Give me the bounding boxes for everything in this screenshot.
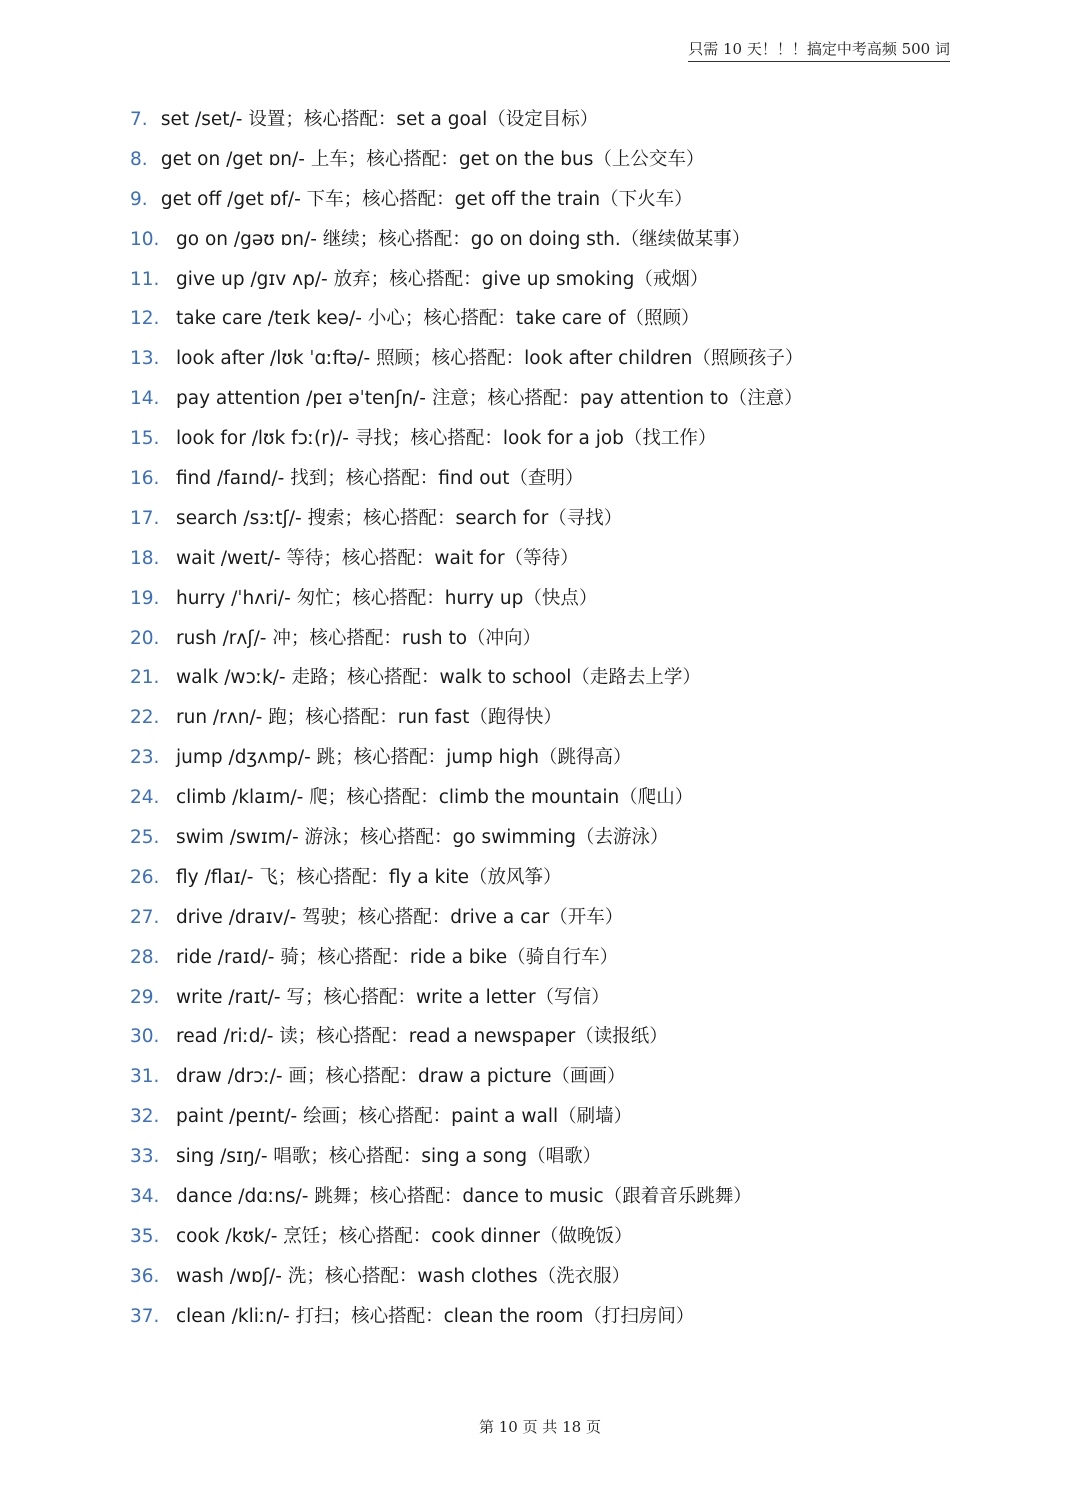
list-item xyxy=(130,103,1020,143)
item-text: dance /dɑːns/- 跳舞；核心搭配：dance to music（跟着音乐跳舞） xyxy=(176,1186,752,1208)
list-item xyxy=(130,622,1020,662)
item-text: search /sɜːtʃ/- 搜索；核心搭配：search for（寻找） xyxy=(176,507,623,529)
list-item xyxy=(130,981,1020,1021)
item-number: 14. xyxy=(130,388,160,410)
list-item xyxy=(130,502,1020,542)
item-text: look after /lʊk ˈɑːftə/- 照顾；核心搭配：look after children（照顾孩子） xyxy=(176,348,804,370)
list-item xyxy=(130,1260,1020,1300)
item-number: 19. xyxy=(130,587,160,609)
list-item xyxy=(130,263,1020,303)
list-item xyxy=(130,781,1020,821)
list-item xyxy=(130,821,1020,861)
item-number: 34. xyxy=(130,1186,160,1208)
list-item xyxy=(130,661,1020,701)
item-text: set /set/- 设置；核心搭配：set a goal（设定目标） xyxy=(160,109,599,130)
item-number: 31. xyxy=(130,1066,160,1088)
page-header: 只需 10 天！！！搞定中考高频 500 词 xyxy=(688,38,950,62)
item-text: swim /swɪm/- 游泳；核心搭配：go swimming（去游泳） xyxy=(176,827,669,849)
item-number: 16. xyxy=(130,468,160,490)
list-item xyxy=(130,462,1020,502)
item-text: wait /weɪt/- 等待；核心搭配：wait for（等待） xyxy=(176,547,579,569)
item-number: 11. xyxy=(130,268,160,290)
item-text: read /riːd/- 读；核心搭配：read a newspaper（读报纸） xyxy=(176,1026,668,1048)
item-text: drive /draɪv/- 驾驶；核心搭配：drive a car（开车） xyxy=(176,906,624,928)
item-text: write /raɪt/- 写；核心搭配：write a letter（写信） xyxy=(176,986,610,1008)
item-text: sing /sɪŋ/- 唱歌；核心搭配：sing a song（唱歌） xyxy=(176,1146,602,1168)
item-number: 23. xyxy=(130,747,160,769)
list-item xyxy=(130,342,1020,382)
item-text: ride /raɪd/- 骑；核心搭配：ride a bike（骑自行车） xyxy=(176,946,619,968)
list-item xyxy=(130,1180,1020,1220)
item-text: hurry /ˈhʌri/- 匆忙；核心搭配：hurry up（快点） xyxy=(176,587,598,609)
list-item xyxy=(130,1140,1020,1180)
item-number: 8. xyxy=(130,148,148,170)
item-number: 15. xyxy=(130,428,160,450)
list-item xyxy=(130,223,1020,263)
list-item xyxy=(130,701,1020,741)
page-footer: 第 10 页 共 18 页 xyxy=(478,1418,601,1436)
item-number: 20. xyxy=(130,627,160,649)
item-text: paint /peɪnt/- 绘画；核心搭配：paint a wall（刷墙） xyxy=(176,1106,633,1128)
item-number: 21. xyxy=(130,667,160,689)
list-item xyxy=(130,422,1020,462)
item-text: rush /rʌʃ/- 冲；核心搭配：rush to（冲向） xyxy=(176,627,542,649)
item-text: get off /get ɒf/- 下车；核心搭配：get off the train（下火车） xyxy=(160,188,693,210)
list-item xyxy=(130,183,1020,223)
list-item xyxy=(130,1220,1020,1260)
item-text: jump /dʒʌmp/- 跳；核心搭配：jump high（跳得高） xyxy=(176,747,632,769)
item-text: cook /kʊk/- 烹饪；核心搭配：cook dinner（做晚饭） xyxy=(176,1225,633,1247)
item-number: 33. xyxy=(130,1146,160,1168)
list-item xyxy=(130,1020,1020,1060)
item-text: find /faɪnd/- 找到；核心搭配：find out（查明） xyxy=(176,468,584,490)
item-text: clean /kliːn/- 打扫；核心搭配：clean the room（打扫房间） xyxy=(176,1305,695,1327)
item-number: 7. xyxy=(130,109,148,130)
item-text: run /rʌn/- 跑；核心搭配：run fast（跑得快） xyxy=(176,707,562,729)
list-item xyxy=(130,143,1020,183)
item-text: draw /drɔː/- 画；核心搭配：draw a picture（画画） xyxy=(176,1066,626,1088)
item-text: get on /get ɒn/- 上车；核心搭配：get on the bus（上公交车） xyxy=(160,148,705,170)
item-number: 27. xyxy=(130,906,160,928)
list-item xyxy=(130,582,1020,622)
item-number: 35. xyxy=(130,1225,160,1247)
item-text: wash /wɒʃ/- 洗；核心搭配：wash clothes（洗衣服） xyxy=(176,1265,631,1287)
item-text: fly /flaɪ/- 飞；核心搭配：fly a kite（放风筝） xyxy=(176,866,562,888)
item-number: 17. xyxy=(130,507,160,529)
item-number: 32. xyxy=(130,1106,160,1128)
item-text: go on /gəʊ ɒn/- 继续；核心搭配：go on doing sth.（继续做某事） xyxy=(176,228,751,250)
list-item xyxy=(130,1100,1020,1140)
list-item xyxy=(130,1060,1020,1100)
item-text: walk /wɔːk/- 走路；核心搭配：walk to school（走路去上学） xyxy=(176,667,701,689)
list-item xyxy=(130,1300,1020,1340)
list-item xyxy=(130,901,1020,941)
item-text: give up /gɪv ʌp/- 放弃；核心搭配：give up smoking（戒烟） xyxy=(176,268,709,290)
item-number: 22. xyxy=(130,707,160,729)
item-text: take care /teɪk keə/- 小心；核心搭配：take care of（照顾） xyxy=(176,308,700,330)
item-number: 10. xyxy=(130,228,160,250)
item-number: 18. xyxy=(130,547,160,569)
item-number: 13. xyxy=(130,348,160,370)
item-number: 30. xyxy=(130,1026,160,1048)
list-item xyxy=(130,861,1020,901)
item-text: climb /klaɪm/- 爬；核心搭配：climb the mountain（爬山） xyxy=(176,787,694,809)
list-item xyxy=(130,382,1020,422)
item-number: 28. xyxy=(130,946,160,968)
item-text: look for /lʊk fɔː(r)/- 寻找；核心搭配：look for a job（找工作） xyxy=(176,428,717,450)
item-number: 9. xyxy=(130,188,148,210)
item-number: 12. xyxy=(130,308,160,330)
item-number: 26. xyxy=(130,866,160,888)
list-item xyxy=(130,941,1020,981)
item-text: pay attention /peɪ əˈtenʃn/- 注意；核心搭配：pay attention to（注意） xyxy=(176,388,803,410)
item-number: 24. xyxy=(130,787,160,809)
item-number: 25. xyxy=(130,827,160,849)
item-number: 36. xyxy=(130,1265,160,1287)
item-number: 29. xyxy=(130,986,160,1008)
list-item xyxy=(130,302,1020,342)
vocabulary-list xyxy=(130,103,1020,1340)
list-item xyxy=(130,542,1020,582)
item-number: 37. xyxy=(130,1305,160,1327)
list-item xyxy=(130,741,1020,781)
